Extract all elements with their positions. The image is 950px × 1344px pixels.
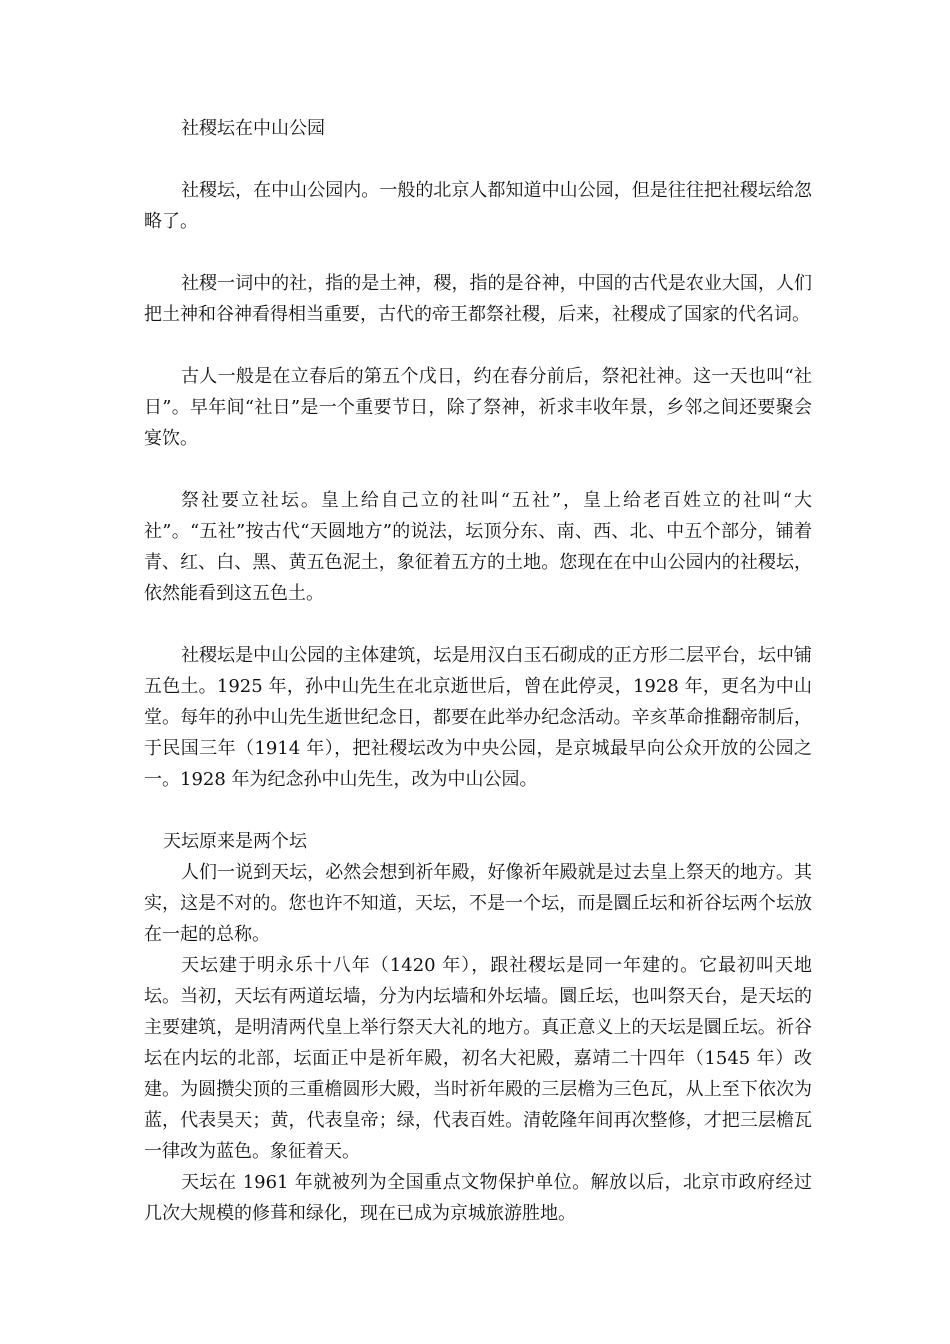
section-title-shejitan: 社稷坛在中山公园 xyxy=(181,118,325,139)
paragraph: 人们一说到天坛，必然会想到祈年殿，好像祈年殿就是过去皇上祭天的地方。其实，这是不对的。您也许不知道，天坛，不是一个坛，而是圜丘坛和祈谷坛两个坛放在一起的总称。 xyxy=(144,862,812,945)
section-title-tiantan: 天坛原来是两个坛 xyxy=(163,831,307,852)
paragraph: 社稷坛，在中山公园内。一般的北京人都知道中山公园，但是往往把社稷坛给忽略了。 xyxy=(144,180,812,232)
paragraph: 祭社要立社坛。皇上给自己立的社叫“五社”，皇上给老百姓立的社叫“大社”。“五社”按古代“天圆地方”的说法，坛顶分东、南、西、北、中五个部分，铺着青、红、白、黑、黄五色泥土，象征着五方的土地。您现在在中山公园内的社稷坛，依然能看到这五色土。 xyxy=(144,490,812,604)
paragraph: 古人一般是在立春后的第五个戊日，约在春分前后，祭祀社神。这一天也叫“社日”。早年间“社日”是一个重要节日，除了祭神，祈求丰收年景，乡邻之间还要聚会宴饮。 xyxy=(144,366,812,449)
paragraph: 天坛建于明永乐十八年（1420 年），跟社稷坛是同一年建的。它最初叫天地坛。当初，天坛有两道坛墙，分为内坛墙和外坛墙。圜丘坛，也叫祭天台，是天坛的主要建筑，是明清两代皇上举行祭天大礼的地方。真正意义上的天坛是圜丘坛。祈谷坛在内坛的北部，坛面正中是祈年殿，初名大祀殿，嘉靖二十四年（1545 年）改建。为圆攒尖顶的三重檐圆形大殿，当时祈年殿的三层檐为三色瓦，从上至下依次为蓝，代表昊天；黄，代表皇帝；绿，代表百姓。清乾隆年间再次整修，才把三层檐瓦一律改为蓝色。象征着天。 xyxy=(144,955,812,1162)
paragraph: 天坛在 1961 年就被列为全国重点文物保护单位。解放以后，北京市政府经过几次大规模的修葺和绿化，现在已成为京城旅游胜地。 xyxy=(144,1172,812,1224)
paragraph: 社稷坛是中山公园的主体建筑，坛是用汉白玉石砌成的正方形二层平台，坛中铺五色土。1925 年，孙中山先生在北京逝世后，曾在此停灵，1928 年，更名为中山堂。每年的孙中山先生逝世纪念日，都要在此举办纪念活动。辛亥革命推翻帝制后，于民国三年（1914 年），把社稷坛改为中央公园，是京城最早向公众开放的公园之一。1928 年为纪念孙中山先生，改为中山公园。 xyxy=(144,645,812,790)
document-body xyxy=(144,113,812,1229)
paragraph: 社稷一词中的社，指的是土神，稷，指的是谷神，中国的古代是农业大国，人们把土神和谷神看得相当重要，古代的帝王都祭社稷，后来，社稷成了国家的代名词。 xyxy=(144,273,812,325)
